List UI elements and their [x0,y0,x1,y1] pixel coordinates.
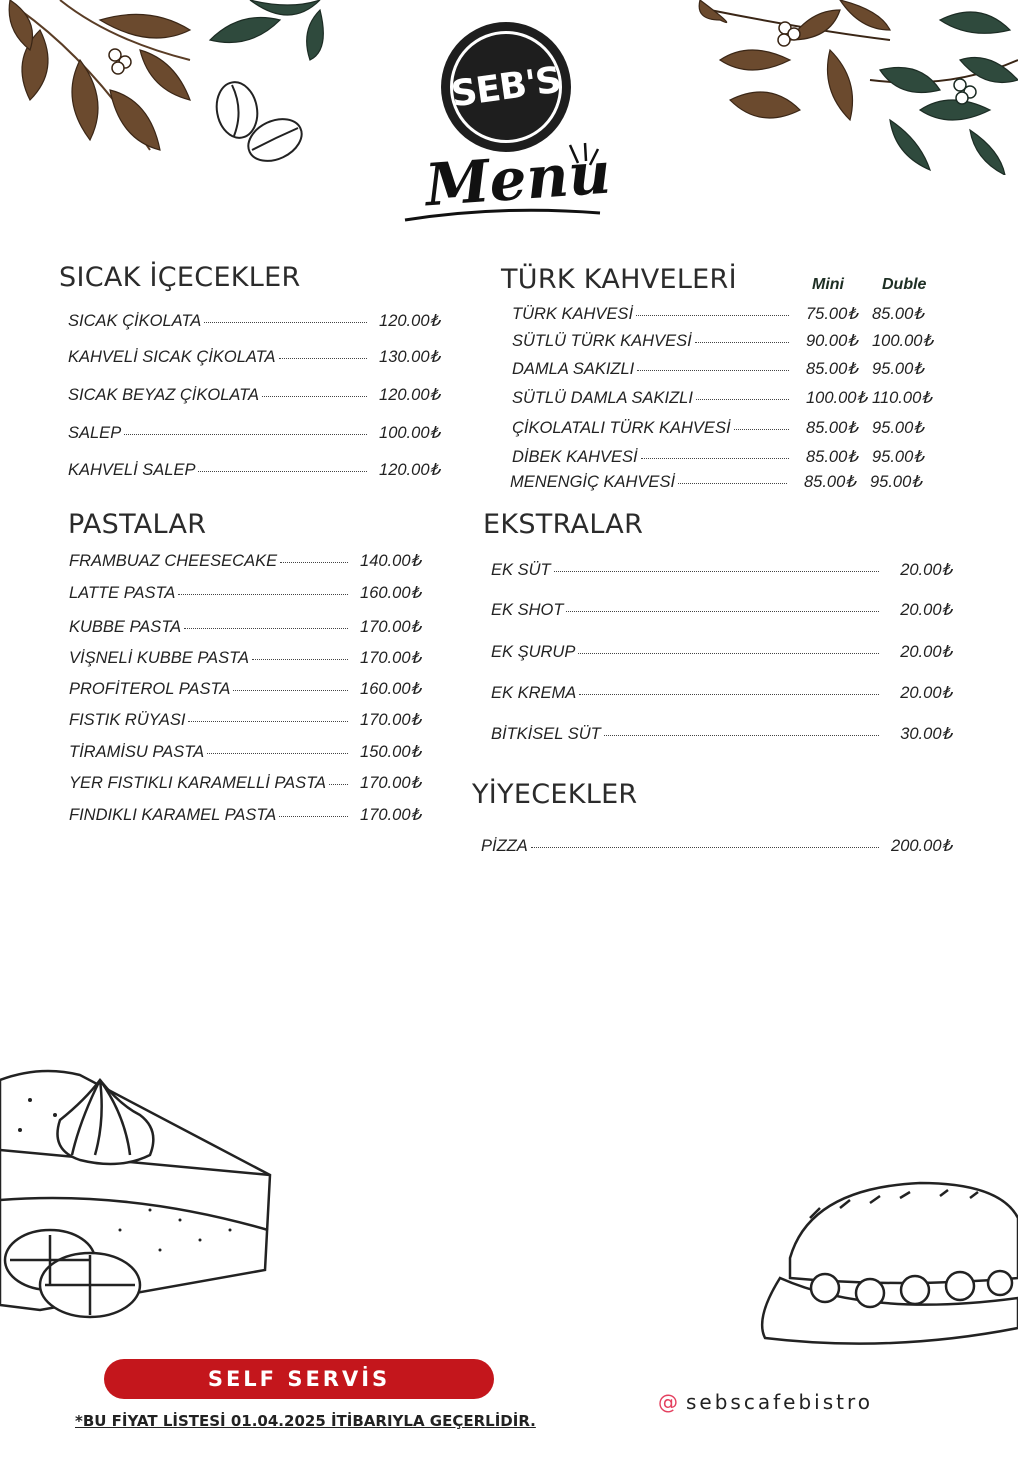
price-duble: 95.00₺ [872,419,924,437]
section-title-pastalar: PASTALAR [68,509,207,540]
dot-leader [734,429,789,430]
menu-item [512,418,942,438]
menu-item-name: TÜRK KAHVESİ [512,305,634,323]
instagram-icon: @ [658,1390,678,1414]
dot-leader [207,753,348,754]
column-header-duble: Duble [882,276,927,293]
coffee-leaves-right-illustration [690,0,1018,175]
dot-leader [678,483,787,484]
menu-item-price: 130.00₺ [379,348,440,366]
menu-item-price: 20.00₺ [900,601,952,619]
menu-item-price: 140.00₺ [360,552,421,570]
menu-item-name: MENENGİÇ KAHVESİ [510,473,676,491]
menu-item-price: 170.00₺ [360,649,421,667]
menu-item-name: EK SÜT [491,561,551,579]
menu-item-name: FINDIKLI KARAMEL PASTA [69,806,277,824]
menu-item [491,683,952,703]
menu-item [69,742,421,762]
menu-item [512,447,942,467]
dot-leader [578,653,879,654]
section-title-sicak: SICAK İÇECEKLER [59,262,301,293]
menu-item-price: 120.00₺ [379,312,440,330]
price-mini: 85.00₺ [806,448,858,466]
menu-item [512,331,942,351]
menu-item-name: TİRAMİSU PASTA [69,743,205,761]
section-title-turk: TÜRK KAHVELERİ [501,264,737,295]
menu-item-name: PİZZA [481,837,528,855]
menu-item-price: 100.00₺ [379,424,440,442]
menu-item [69,679,421,699]
sandwich-illustration [750,1178,1018,1348]
price-duble: 100.00₺ [872,332,933,350]
menu-item-name: EK KREMA [491,684,577,702]
menu-item-name: ÇİKOLATALI TÜRK KAHVESİ [512,419,731,437]
dot-leader [329,784,348,785]
dot-leader [204,322,367,323]
price-mini: 90.00₺ [806,332,858,350]
dot-leader [184,628,348,629]
menu-item [69,710,421,730]
menu-item-name: DAMLA SAKIZLI [512,360,635,378]
section-title-yiyecekler: YİYECEKLER [472,779,638,810]
menu-item-name: VİŞNELİ KUBBE PASTA [69,649,250,667]
menu-item-name: PROFİTEROL PASTA [69,680,231,698]
menu-item-price: 170.00₺ [360,806,421,824]
menu-item-price: 20.00₺ [900,561,952,579]
price-mini: 85.00₺ [806,419,858,437]
menu-item-price: 200.00₺ [891,837,952,855]
dot-leader [279,358,367,359]
dot-leader [637,370,789,371]
menu-item [68,423,440,443]
price-duble: 95.00₺ [870,473,922,491]
price-duble: 110.00₺ [872,389,932,407]
self-service-badge: SELF SERVİS [104,1359,494,1399]
menu-item-name: SICAK ÇİKOLATA [68,312,202,330]
dot-leader [262,396,367,397]
menu-item-name: SÜTLÜ DAMLA SAKIZLI [512,389,693,407]
price-mini: 100.00₺ [806,389,867,407]
social-handle-text: sebscafebistro [686,1390,873,1414]
menu-item-name: EK SHOT [491,601,564,619]
menu-item-name: KAHVELİ SALEP [68,461,196,479]
price-duble: 85.00₺ [872,305,924,323]
menu-item-name: YER FISTIKLI KARAMELLİ PASTA [69,774,327,792]
menu-item-price: 160.00₺ [360,584,421,602]
price-mini: 85.00₺ [806,360,858,378]
cake-slice-illustration [0,1060,290,1320]
menu-item [68,460,440,480]
price-validity-note: *BU FİYAT LİSTESİ 01.04.2025 İTİBARIYLA GEÇERLİDİR. [75,1412,536,1430]
column-header-mini: Mini [812,276,844,293]
dot-leader [188,721,348,722]
dot-leader [641,458,789,459]
menu-item-name: EK ŞURUP [491,643,576,661]
dot-leader [579,694,879,695]
dot-leader [696,399,789,400]
menu-item-name: LATTE PASTA [69,584,176,602]
menu-item-price: 150.00₺ [360,743,421,761]
menu-item-name: DİBEK KAHVESİ [512,448,638,466]
menu-title: Menu [423,138,613,220]
menu-item-name: FISTIK RÜYASI [69,711,186,729]
menu-item-price: 120.00₺ [379,386,440,404]
dot-leader [233,690,348,691]
menu-item [69,617,421,637]
price-duble: 95.00₺ [872,360,924,378]
dot-leader [636,315,789,316]
menu-item [69,551,421,571]
menu-item [512,304,942,324]
menu-item-price: 30.00₺ [900,725,952,743]
dot-leader [566,611,879,612]
social-handle[interactable] [658,1390,873,1414]
menu-item [512,388,942,408]
menu-item [491,724,952,744]
menu-item [510,472,940,492]
price-mini: 75.00₺ [806,305,858,323]
menu-item-name: SICAK BEYAZ ÇİKOLATA [68,386,260,404]
menu-item-price: 160.00₺ [360,680,421,698]
dot-leader [178,594,348,595]
menu-item-name: SÜTLÜ TÜRK KAHVESİ [512,332,692,350]
dot-leader [695,342,789,343]
dot-leader [604,735,879,736]
dot-leader [252,659,348,660]
menu-item [69,583,421,603]
menu-item-name: KUBBE PASTA [69,618,182,636]
menu-item [69,773,421,793]
price-duble: 95.00₺ [872,448,924,466]
dot-leader [279,816,348,817]
menu-item [69,805,421,825]
menu-item-price: 170.00₺ [360,618,421,636]
dot-leader [531,847,879,848]
menu-item-name: FRAMBUAZ CHEESECAKE [69,552,278,570]
menu-item [68,347,440,367]
logo-text: SEB'S [448,59,564,115]
menu-item-price: 120.00₺ [379,461,440,479]
menu-item-name: SALEP [68,424,122,442]
title-underline-flourish [400,135,610,245]
menu-item-price: 170.00₺ [360,711,421,729]
price-mini: 85.00₺ [804,473,856,491]
menu-item [491,600,952,620]
coffee-leaves-left-illustration [0,0,330,170]
menu-item [68,385,440,405]
menu-item-price: 20.00₺ [900,643,952,661]
dot-leader [198,471,367,472]
section-title-ekstralar: EKSTRALAR [483,509,644,540]
menu-item-price: 170.00₺ [360,774,421,792]
dot-leader [280,562,348,563]
menu-item-name: KAHVELİ SICAK ÇİKOLATA [68,348,276,366]
menu-item [69,648,421,668]
menu-item [481,836,952,856]
menu-item [491,642,952,662]
menu-item [68,311,440,331]
menu-item-price: 20.00₺ [900,684,952,702]
menu-item [512,359,942,379]
dot-leader [554,571,879,572]
menu-item-name: BİTKİSEL SÜT [491,725,601,743]
menu-item [491,560,952,580]
brand-logo [441,22,571,152]
logo-ring [450,31,562,143]
dot-leader [124,434,367,435]
